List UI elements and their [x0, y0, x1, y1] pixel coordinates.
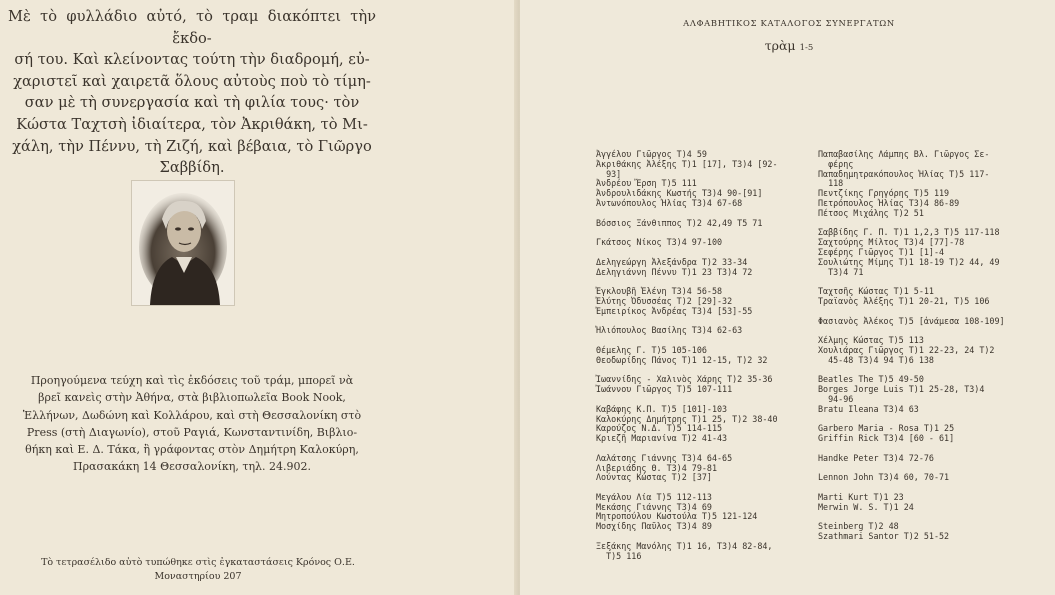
index-entry: Ἀνδρουλιδάκης Κωστής Τ3)4 90-[91]: [596, 188, 763, 199]
index-entry: Σεφέρης Γιῶργος Τ)1 [1]-4: [818, 246, 945, 257]
intro-line: χαριστεῖ καὶ χαιρετᾶ ὅλους αὐτοὺς ποὺ τὸ τίμη-: [13, 72, 371, 90]
index-entry: Steinberg Τ)2 48: [818, 521, 899, 532]
index-entry: Λαλάτσης Γιάννης Τ3)4 64-65: [596, 452, 733, 463]
index-entry: Ἐμπειρίκος Ἀνδρέας Τ3)4 [53]-55: [596, 305, 753, 316]
index-entry: Lennon John Τ3)4 60, 70-71: [818, 472, 950, 483]
index-entry: Griffin Rick Τ3)4 [60 - 61]: [818, 433, 955, 444]
intro-line: Σαββίδη.: [159, 159, 225, 177]
index-group: [818, 228, 1005, 277]
index-entry: Λιβεριάδης Θ. Τ3)4 79-81: [596, 462, 718, 473]
index-entry: Garbero Maria - Rosa Τ)1 25: [818, 423, 955, 434]
index-entry: 94-96: [818, 393, 854, 404]
intro-line: σαν μὲ τὴ συνεργασία καὶ τὴ φιλία τους· τὸν: [24, 94, 360, 112]
index-entry: Σαββίδης Γ. Π. Τ)1 1,2,3 Τ)5 117-118: [818, 227, 1000, 238]
index-entry: Θέμελης Γ. Τ)5 105-106: [596, 344, 707, 355]
index-entry: φέρης: [818, 158, 854, 169]
note-line: βρεῖ κανεὶς στὴν Ἀθήνα, στὰ βιβλιοπωλεῖα Book Nook,: [38, 391, 346, 405]
index-entry: Λούντας Κώστας Τ)2 [37]: [596, 472, 712, 483]
index-entry: Γκάτσος Νίκος Τ3)4 97-100: [596, 237, 723, 248]
index-title: ΑΛΦΑΒΗΤΙΚΟΣ ΚΑΤΑΛΟΓΟΣ ΣΥΝΕΡΓΑΤΩΝ: [683, 18, 895, 28]
index-entry: Καλοκύρης Δημήτρης Τ)1 25, Τ)2 38-40: [596, 413, 778, 424]
index-entry: Μεγάλου Λία Τ)5 112-113: [596, 491, 712, 502]
index-group: [596, 258, 778, 278]
index-entry: Bratu Ileana Τ3)4 63: [818, 403, 919, 414]
index-group: [596, 375, 778, 395]
intro-paragraph: [8, 6, 376, 179]
note-line: Ἑλλήνων, Δωδώνη καὶ Κολλάρου, καὶ στὴ Θεσσαλονίκη στὸ: [22, 408, 362, 422]
index-group: [818, 150, 1005, 219]
index-entry: 118: [818, 178, 844, 189]
index-subtitle: [674, 38, 904, 53]
index-entry: Τ)5 116: [596, 550, 642, 561]
index-entry: Ἀντωνόπουλος Ἠλίας Τ3)4 67-68: [596, 197, 743, 208]
index-entry: Χουλιάρας Γιῶργος Τ)1 22-23, 24 Τ)2: [818, 344, 995, 355]
index-group: [596, 542, 778, 562]
index-entry: Βόσσιος Ξάνθιππος Τ)2 42,49 Τ5 71: [596, 217, 763, 228]
printer-note: [8, 556, 388, 584]
index-group: [818, 317, 1005, 327]
index-entry: Πεντζίκης Γρηγόρης Τ)5 119: [818, 188, 950, 199]
index-entry: Handke Peter Τ3)4 72-76: [818, 452, 934, 463]
index-entry: Καβάφης Κ.Π. Τ)5 [101]-103: [596, 403, 728, 414]
index-entry: Μητροπούλου Κωστούλα Τ)5 121-124: [596, 511, 758, 522]
index-group: [818, 336, 1005, 365]
index-group: [596, 326, 778, 336]
intro-line: Μὲ τὸ φυλλάδιο αὐτό, τὸ τραμ διακόπτει τὴν ἔκδο-: [8, 8, 376, 47]
index-entry: Ἀγγέλου Γιῶργος Τ)4 59: [596, 149, 707, 159]
index-entry: Ἐγκλουβῆ Ἑλένη Τ3)4 56-58: [596, 286, 723, 297]
index-entry: Ταχτσῆς Κώστας Τ)1 5-11: [818, 286, 934, 297]
index-group: [818, 493, 1005, 513]
index-entry: Θεοδωρίδης Πάνος Τ)1 12-15, Τ)2 32: [596, 354, 768, 365]
intro-line: Κώστα Ταχτσὴ ἰδιαίτερα, τὸν Ἀκριθάκη, τὸ Μι-: [16, 115, 368, 133]
intro-line: σή του. Καὶ κλείνοντας τούτη τὴν διαδρομή, εὐ-: [14, 51, 370, 69]
index-entry: Παπαβασίλης Λάμπης Βλ. Γιῶργος Σε-: [818, 149, 990, 159]
index-entry: Ἰωάννου Γιῶργος Τ)5 107-111: [596, 384, 733, 395]
index-entry: Borges Jorge Luis Τ)1 25-28, Τ3)4: [818, 384, 985, 395]
index-entry: 93]: [596, 168, 622, 179]
index-entry: Πέτσος Μιχάλης Τ)2 51: [818, 207, 924, 218]
index-group: [818, 424, 1005, 444]
index-entry: Μεκάσης Γιάννης Τ3)4 69: [596, 501, 712, 512]
index-entry: Κριεζῆ Μαριανίνα Τ)2 41-43: [596, 433, 728, 444]
index-entry: Παπαδημητρακόπουλος Ἠλίας Τ)5 117-: [818, 168, 990, 179]
index-entry: Τραϊανὸς Ἀλέξης Τ)1 20-21, Τ)5 106: [818, 295, 990, 306]
index-entry: Ἀνδρέου Ἔρση Τ)5 111: [596, 178, 697, 189]
note-line: Press (στὴ Διαγωνίο), στοῦ Ραγιά, Κωνσταντινίδη, Βιβλιο-: [26, 425, 358, 439]
index-entry: Δεληγιάννη Πέννυ Τ)1 23 Τ3)4 72: [596, 266, 753, 277]
index-group: [818, 287, 1005, 307]
index-entry: Marti Kurt Τ)1 23: [818, 491, 904, 502]
printer-line: Μοναστηρίου 207: [154, 571, 242, 582]
index-entry: Πετρόπουλος Ἠλίας Τ3)4 86-89: [818, 197, 960, 208]
left-page: [0, 0, 520, 595]
index-entry: 45-48 Τ3)4 94 Τ)6 138: [818, 354, 934, 365]
index-group: [596, 454, 778, 483]
index-entry: Μοσχίδης Παῦλος Τ3)4 89: [596, 521, 712, 532]
index-column-left: [596, 150, 778, 571]
index-group: [818, 375, 1005, 414]
index-group: [596, 346, 778, 366]
note-line: Πρασακάκη 14 Θεσσαλονίκη, τηλ. 24.902.: [72, 460, 312, 474]
index-entry: Καρούζος Ν.Δ. Τ)5 114-115: [596, 423, 723, 434]
previous-issues-note: [8, 372, 376, 476]
note-line: Προηγούμενα τεύχη καὶ τὶς ἐκδόσεις τοῦ τράμ, μπορεῖ νὰ: [30, 374, 354, 387]
index-group: [818, 454, 1005, 464]
index-entry: Szathmari Santor Τ)2 51-52: [818, 531, 950, 542]
note-line: θήκη καὶ Ε. Δ. Τάκα, ἢ γράφοντας στὸν Δημήτρη Καλοκύρη,: [25, 443, 359, 457]
index-entry: Ξεξάκης Μανόλης Τ)1 16, Τ3)4 82-84,: [596, 540, 773, 551]
index-entry: Beatles The Τ)5 49-50: [818, 374, 924, 385]
index-entry: Ἰωαννίδης - Χαλινὸς Χάρης Τ)2 35-36: [596, 374, 773, 385]
intro-line: χάλη, τὴν Πέννυ, τὴ Ζιζή, καὶ βέβαια, τὸ Γιῶργο: [12, 137, 372, 155]
index-group: [596, 287, 778, 316]
index-entry: Ἠλιόπουλος Βασίλης Τ3)4 62-63: [596, 325, 743, 336]
index-group: [596, 150, 778, 209]
portrait-image: [131, 180, 235, 306]
index-entry: Merwin W. S. Τ)1 24: [818, 501, 914, 512]
index-entry: Δεληγεώργη Ἀλεξάνδρα Τ)2 33-34: [596, 256, 748, 267]
index-entry: Σουλιώτης Μίμης Τ)1 18-19 Τ)2 44, 49: [818, 256, 1000, 267]
magazine-name: τρὰμ: [764, 38, 796, 53]
printer-line: Τὸ τετρασέλιδο αὐτὸ τυπώθηκε στὶς ἐγκαταστάσεις Κρόνος Ο.Ε.: [41, 557, 355, 568]
issue-range: 1-5: [799, 43, 814, 53]
index-group: [818, 522, 1005, 542]
index-group: [818, 473, 1005, 483]
index-entry: Ἐλύτης Ὀδυσσέας Τ)2 [29]-32: [596, 295, 733, 306]
index-group: [596, 219, 778, 229]
index-entry: Ἀκριθάκης Ἀλέξης Τ)1 [17], Τ3)4 [92-: [596, 158, 778, 169]
index-group: [596, 405, 778, 444]
index-group: [596, 238, 778, 248]
index-entry: Φασιανὸς Ἀλέκος Τ)5 [ἀνάμεσα 108-109]: [818, 315, 1005, 326]
index-entry: Τ3)4 71: [818, 266, 864, 277]
index-column-right: [818, 150, 1005, 552]
index-entry: Χέλμης Κώστας Τ)5 113: [818, 335, 924, 346]
index-group: [596, 493, 778, 532]
index-entry: Σαχτούρης Μίλτος Τ3)4 [77]-78: [818, 237, 965, 248]
